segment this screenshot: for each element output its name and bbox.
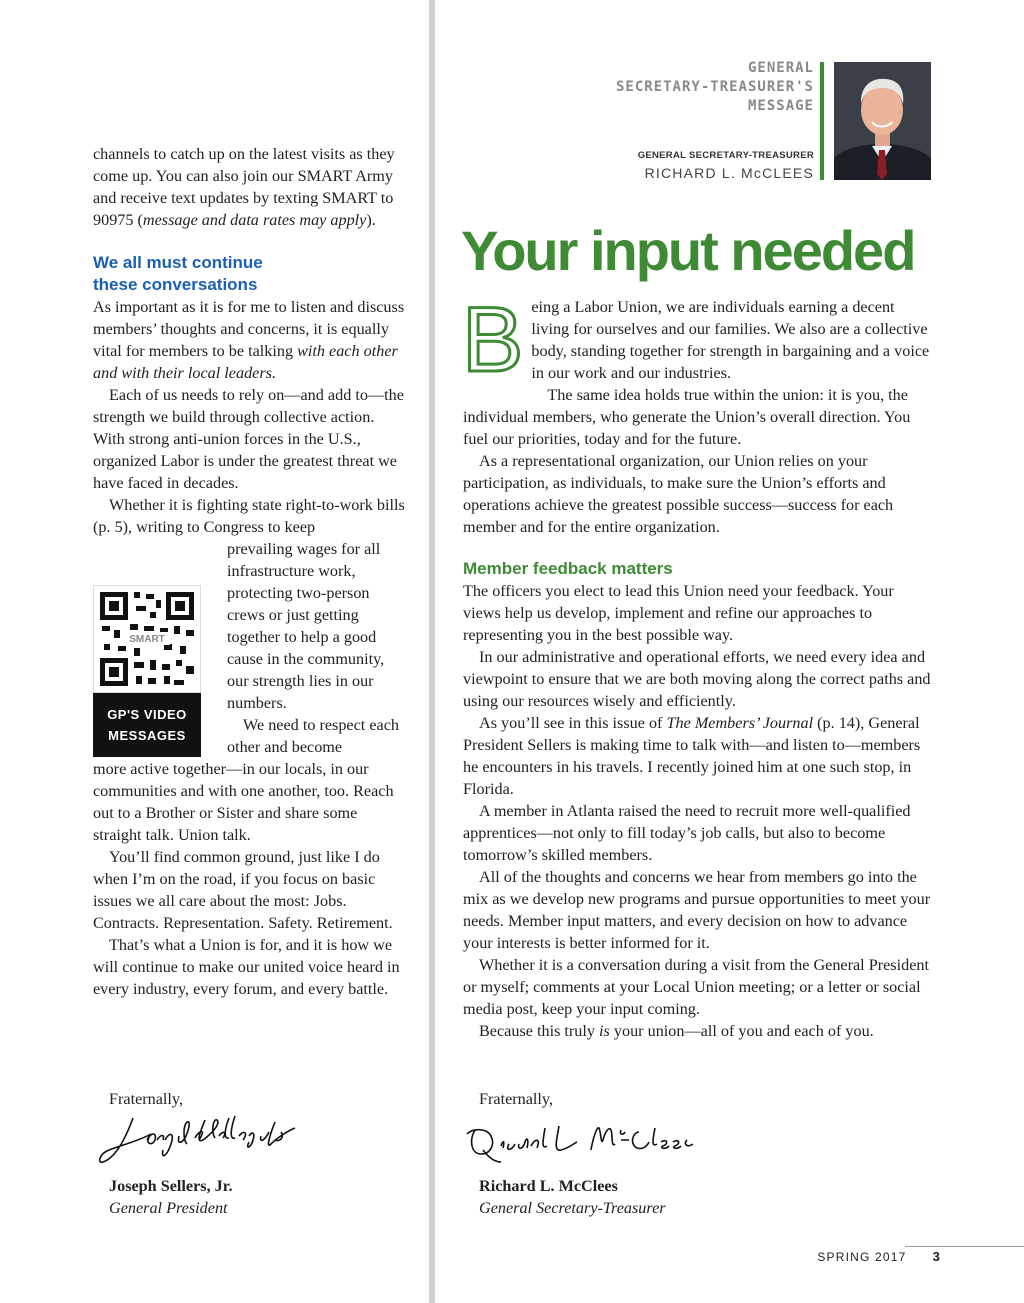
qr-label-line1: GP'S VIDEO <box>107 707 187 722</box>
sellers-signature <box>95 1110 325 1170</box>
page-footer <box>817 1249 941 1264</box>
right-section-heading: Member feedback matters <box>463 559 673 578</box>
left-paragraph-wrapped: We need to respect each other and become <box>227 716 399 756</box>
byline-name: RICHARD L. McCLEES <box>644 165 814 181</box>
right-signer-name: Richard L. McClees <box>479 1177 618 1195</box>
drop-cap: B <box>462 289 524 391</box>
left-paragraph: more active together—in our locals, in our communities and with one another, too. Reach out to a Brother or Sister and share some straight talk. Union talk. <box>93 760 394 844</box>
right-paragraph: The officers you elect to lead this Union need your feedback. Your views help us develop, implement and refine our approaches to representing you in the best possible way. <box>463 582 894 644</box>
right-closing: Fraternally, <box>479 1090 554 1108</box>
mcclees-signature <box>461 1110 731 1170</box>
footer-rule <box>905 1246 1024 1247</box>
qr-code-block[interactable] <box>93 585 201 757</box>
left-paragraph: As important as it is for me to listen and discuss members’ thoughts and concerns, it is equally vital for members to be talking with each other and with their local leaders. <box>93 298 405 382</box>
right-column <box>462 289 933 1042</box>
left-paragraph: Each of us needs to rely on—and add to—the strength we build through collective action. With strong anti-union forces in the U.S., organized Labor is under the greatest threat we have faced in decades. <box>93 386 404 492</box>
right-paragraph: As a representational organization, our Union relies on your participation, as individuals, to make sure the Union’s efforts and operations achieve the greatest possible success—success for each member and for the entire organization. <box>463 452 894 536</box>
right-paragraph: All of the thoughts and concerns we hear from members go into the mix as we develop new programs and pursue opportunities to meet your needs. Member input matters, and every decision on how to advance your interests is better informed for it. <box>463 868 931 952</box>
left-signer-name: Joseph Sellers, Jr. <box>109 1177 233 1195</box>
right-paragraph: Whether it is a conversation during a visit from the General President or myself; comments at your Local Union meeting; or a letter or social media post, keep your input coming. <box>463 956 929 1018</box>
left-section-heading: We all must continue these conversations <box>93 253 263 294</box>
author-photo <box>834 62 931 180</box>
accent-bar <box>820 62 824 180</box>
right-paragraph: A member in Atlanta raised the need to recruit more well-qualified apprentices—not only to fill today’s job calls, but also to become tomorrow’s skilled members. <box>463 802 911 864</box>
issue-label: SPRING 2017 <box>817 1250 907 1264</box>
left-signature-block <box>109 1088 409 1219</box>
right-opening-paragraph: Being a Labor Union, we are individuals earning a decent living for ourselves and our families. We also are a collective body, standing together for strength in bargaining and a voice in our work and our industries. <box>462 289 930 391</box>
left-column <box>93 143 405 1000</box>
article-title: Your input needed <box>461 219 915 282</box>
page-number: 3 <box>932 1249 941 1264</box>
right-signature-block <box>479 1088 779 1219</box>
right-paragraph: As you’ll see in this issue of The Members’ Journal (p. 14), General President Sellers is making time to talk with—and listen to—members he encounters in his travels. I recently joined him at one such stop, in Florida. <box>463 714 921 798</box>
left-paragraph: You’ll find common ground, just like I do when I’m on the road, if you focus on basic issues we all care about the most: Jobs. Contracts. Representation. Safety. Retirement. <box>93 848 393 932</box>
page-gutter <box>429 0 435 1303</box>
gp-video-messages-label[interactable] <box>93 693 201 757</box>
qr-label-line2: MESSAGES <box>108 728 186 743</box>
left-paragraph: Whether it is fighting state right-to-work bills (p. 5), writing to Congress to keep <box>93 496 405 536</box>
right-paragraph: Because this truly is your union—all of you and each of you. <box>479 1022 874 1040</box>
right-signer-title: General Secretary-Treasurer <box>479 1199 666 1217</box>
left-paragraph: That’s what a Union is for, and it is how we will continue to make our united voice heard in every industry, every forum, and every battle. <box>93 936 400 998</box>
left-intro: channels to catch up on the latest visits as they come up. You can also join our SMART Army and receive text updates by texting SMART to 90975 (message and data rates may apply). <box>93 145 395 229</box>
left-paragraph-wrapped: prevailing wages for all infrastructure work, protecting two-person crews or just getting together to help a good cause in the community, our strength lies in our numbers. <box>227 540 385 712</box>
left-closing: Fraternally, <box>109 1090 184 1108</box>
byline-role: GENERAL SECRETARY-TREASURER <box>637 150 814 161</box>
column-kicker: GENERAL SECRETARY-TREASURER'S MESSAGE <box>615 60 814 114</box>
qr-logo-text: SMART <box>129 634 165 645</box>
left-signer-title: General President <box>109 1199 228 1217</box>
qr-code-image[interactable] <box>93 585 201 693</box>
right-paragraph: In our administrative and operational efforts, we need every idea and viewpoint to ensure that we are both moving along the correct paths and using our resources wisely and efficiently. <box>463 648 931 710</box>
right-paragraph: The same idea holds true within the union: it is you, the individual members, who generate the Union’s overall direction. You fuel our priorities, today and for the future. <box>463 386 911 448</box>
